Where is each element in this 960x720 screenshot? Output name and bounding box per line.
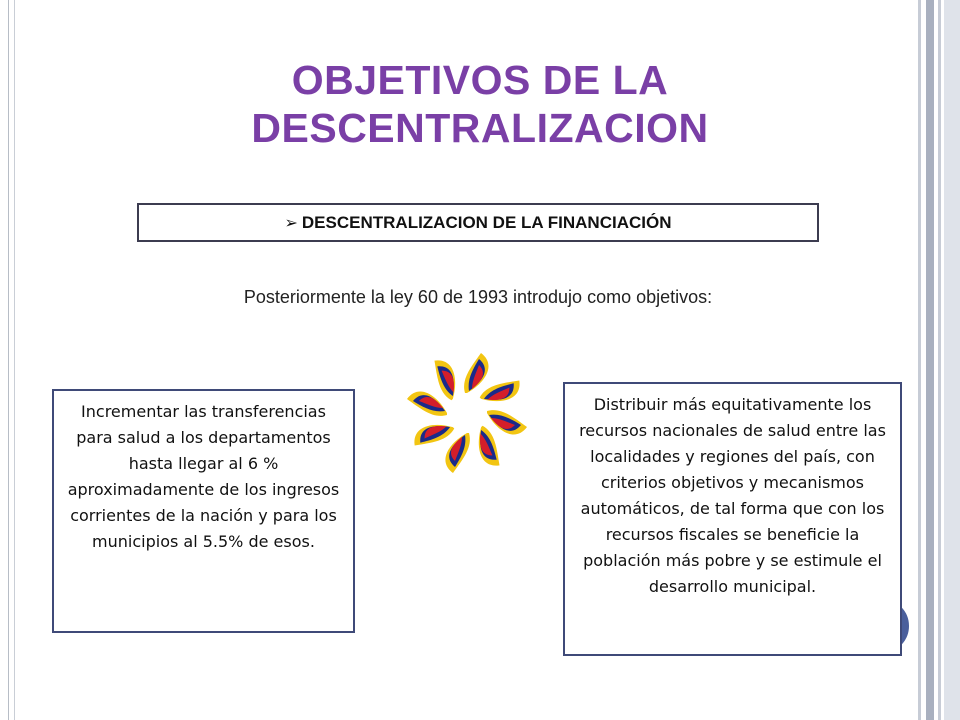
colombian-star-emblem-icon — [406, 352, 528, 474]
objective-box-transfers: Incrementar las transferencias para salud a los departamentos hasta llegar al 6 % aproximadamente de los ingresos corrientes de la nación y para los municipios al 5.5% de esos. — [52, 389, 355, 633]
right-decor-bar — [918, 0, 921, 720]
intro-text: Posteriormente la ley 60 de 1993 introdujo como objetivos: — [243, 287, 713, 307]
right-decor-bar — [944, 0, 960, 720]
slide-title: OBJETIVOS DE LA DESCENTRALIZACION — [251, 57, 709, 151]
emblem-petal — [487, 410, 527, 434]
right-decor-bar — [938, 0, 941, 720]
emblem-petal — [446, 433, 470, 473]
frame-line-outer — [8, 0, 9, 720]
frame-line-inner — [14, 0, 15, 720]
emblem-petal — [407, 392, 447, 416]
emblem-petal — [464, 353, 488, 393]
objective-box-distribution: Distribuir más equitativamente los recursos nacionales de salud entre las localidades y regiones del país, con criterios objetivos y mecanismos automáticos, de tal forma que con los recursos fiscales se beneficie la población más pobre y se estimule el desarrollo municipal. — [563, 382, 902, 656]
arrow-bullet-icon: ➢ — [284, 214, 298, 232]
right-decor-bar — [926, 0, 934, 720]
section-header-box — [137, 203, 819, 242]
section-header-label: DESCENTRALIZACION DE LA FINANCIACIÓN — [301, 212, 672, 232]
